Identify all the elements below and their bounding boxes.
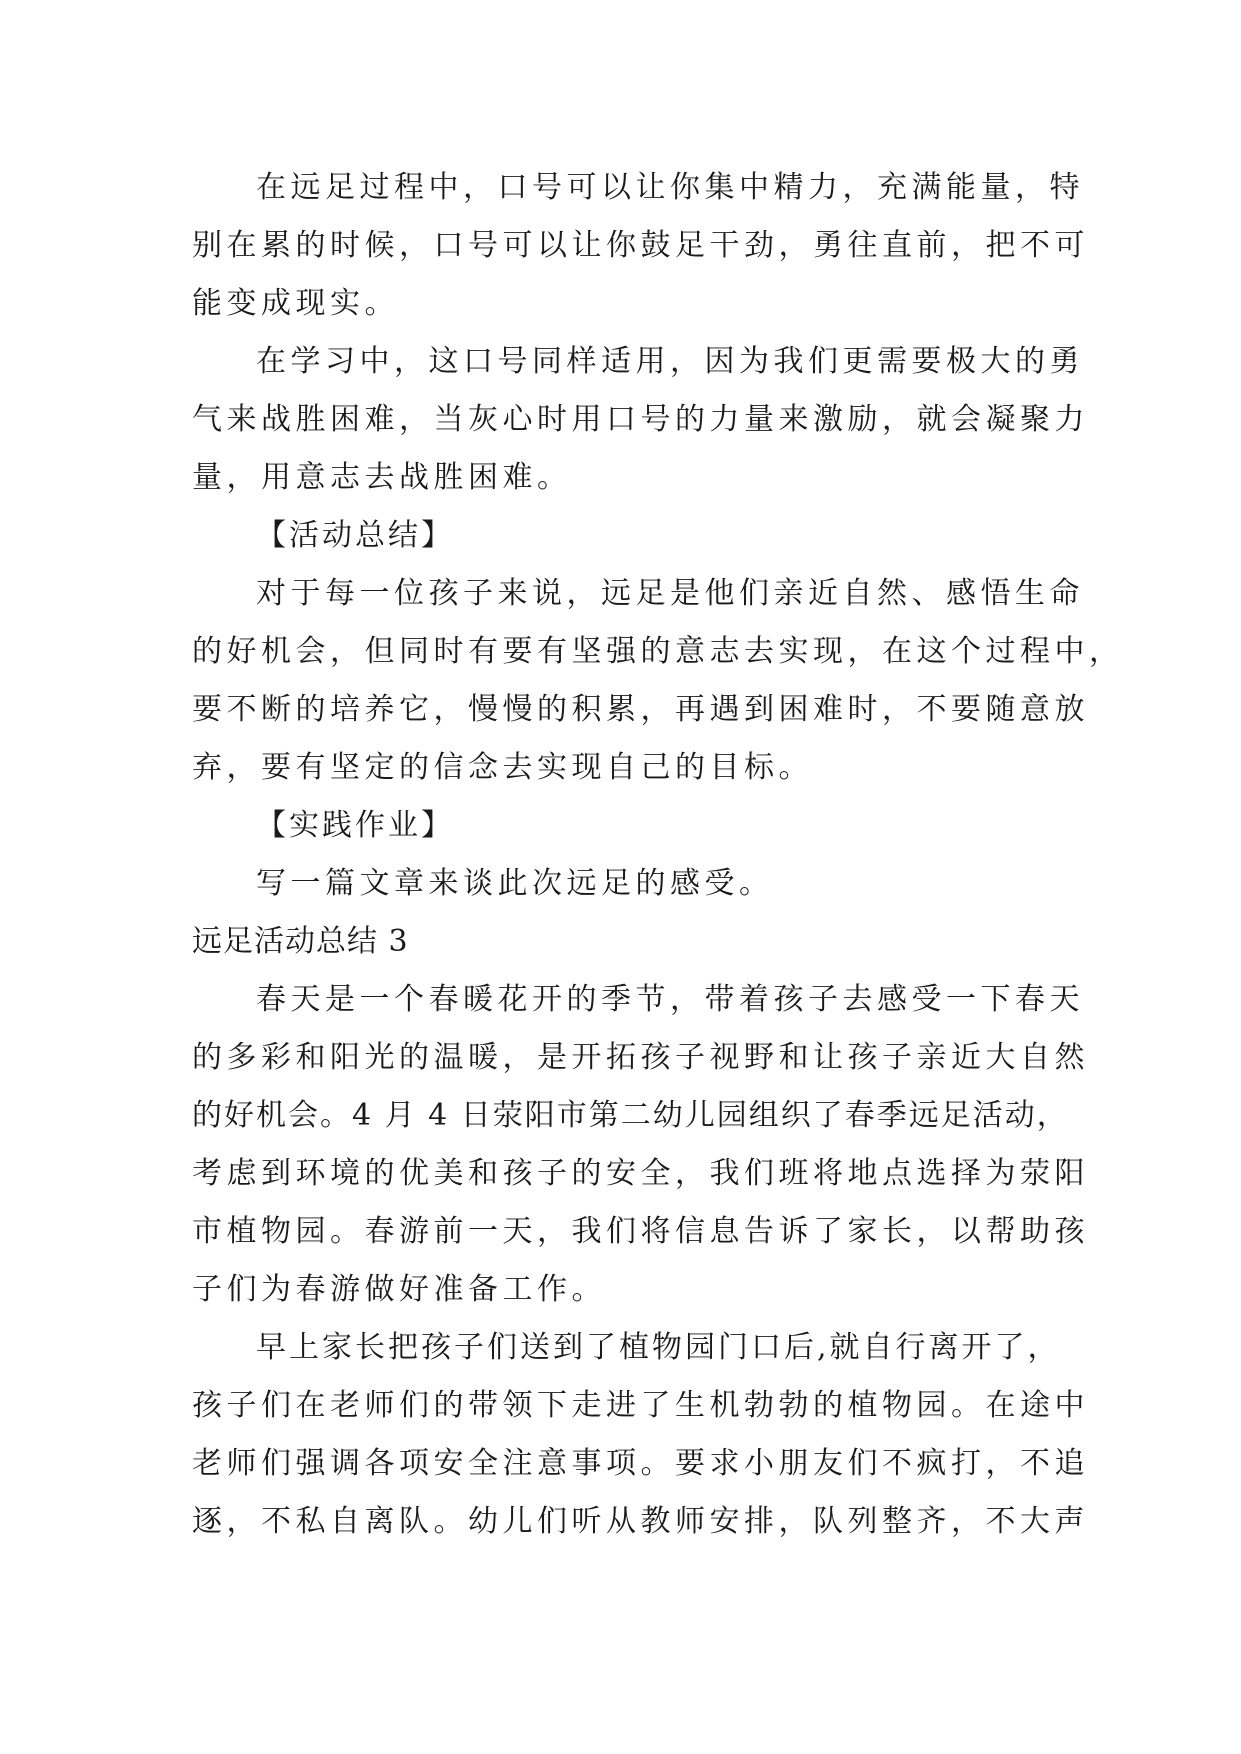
paragraph-line: 的多彩和阳光的温暖，是开拓孩子视野和让孩子亲近大自然 [192, 1040, 1089, 1075]
paragraph-line: 在远足过程中，口号可以让你集中精力，充满能量，特 [256, 170, 1084, 205]
paragraph-line: 弃，要有坚定的信念去实现自己的目标。 [192, 750, 813, 785]
paragraph-line: 量，用意志去战胜困难。 [192, 460, 572, 495]
paragraph-line: 别在累的时候，口号可以让你鼓足干劲，勇往直前，把不可 [192, 228, 1089, 263]
paragraph-line: 子们为春游做好准备工作。 [192, 1272, 606, 1307]
paragraph-line: 对于每一位孩子来说，远足是他们亲近自然、感悟生命 [256, 576, 1084, 611]
paragraph-line: 在学习中，这口号同样适用，因为我们更需要极大的勇 [256, 344, 1084, 379]
paragraph-line: 的好机会。4 月 4 日荥阳市第二幼儿园组织了春季远足活动， [192, 1098, 1069, 1133]
paragraph-line: 孩子们在老师们的带领下走进了生机勃勃的植物园。在途中 [192, 1388, 1089, 1423]
section-heading-practice-homework: 【实践作业】 [256, 808, 454, 843]
paragraph-line: 早上家长把孩子们送到了植物园门口后,就自行离开了， [256, 1330, 1061, 1365]
paragraph-line: 市植物园。春游前一天，我们将信息告诉了家长，以帮助孩 [192, 1214, 1089, 1249]
paragraph-line: 要不断的培养它，慢慢的积累，再遇到困难时，不要随意放 [192, 692, 1089, 727]
paragraph-line: 考虑到环境的优美和孩子的安全，我们班将地点选择为荥阳 [192, 1156, 1089, 1191]
article-title: 远足活动总结 3 [192, 924, 409, 959]
paragraph-line: 写一篇文章来谈此次远足的感受。 [256, 866, 774, 901]
paragraph-line: 老师们强调各项安全注意事项。要求小朋友们不疯打，不追 [192, 1446, 1089, 1481]
paragraph-line: 逐，不私自离队。幼儿们听从教师安排，队列整齐，不大声 [192, 1504, 1089, 1539]
paragraph-line: 的好机会，但同时有要有坚强的意志去实现，在这个过程中， [192, 634, 1124, 669]
paragraph-line: 春天是一个春暖花开的季节，带着孩子去感受一下春天 [256, 982, 1084, 1017]
paragraph-line: 气来战胜困难，当灰心时用口号的力量来激励，就会凝聚力 [192, 402, 1089, 437]
section-heading-activity-summary: 【活动总结】 [256, 518, 454, 553]
paragraph-line: 能变成现实。 [192, 286, 399, 321]
